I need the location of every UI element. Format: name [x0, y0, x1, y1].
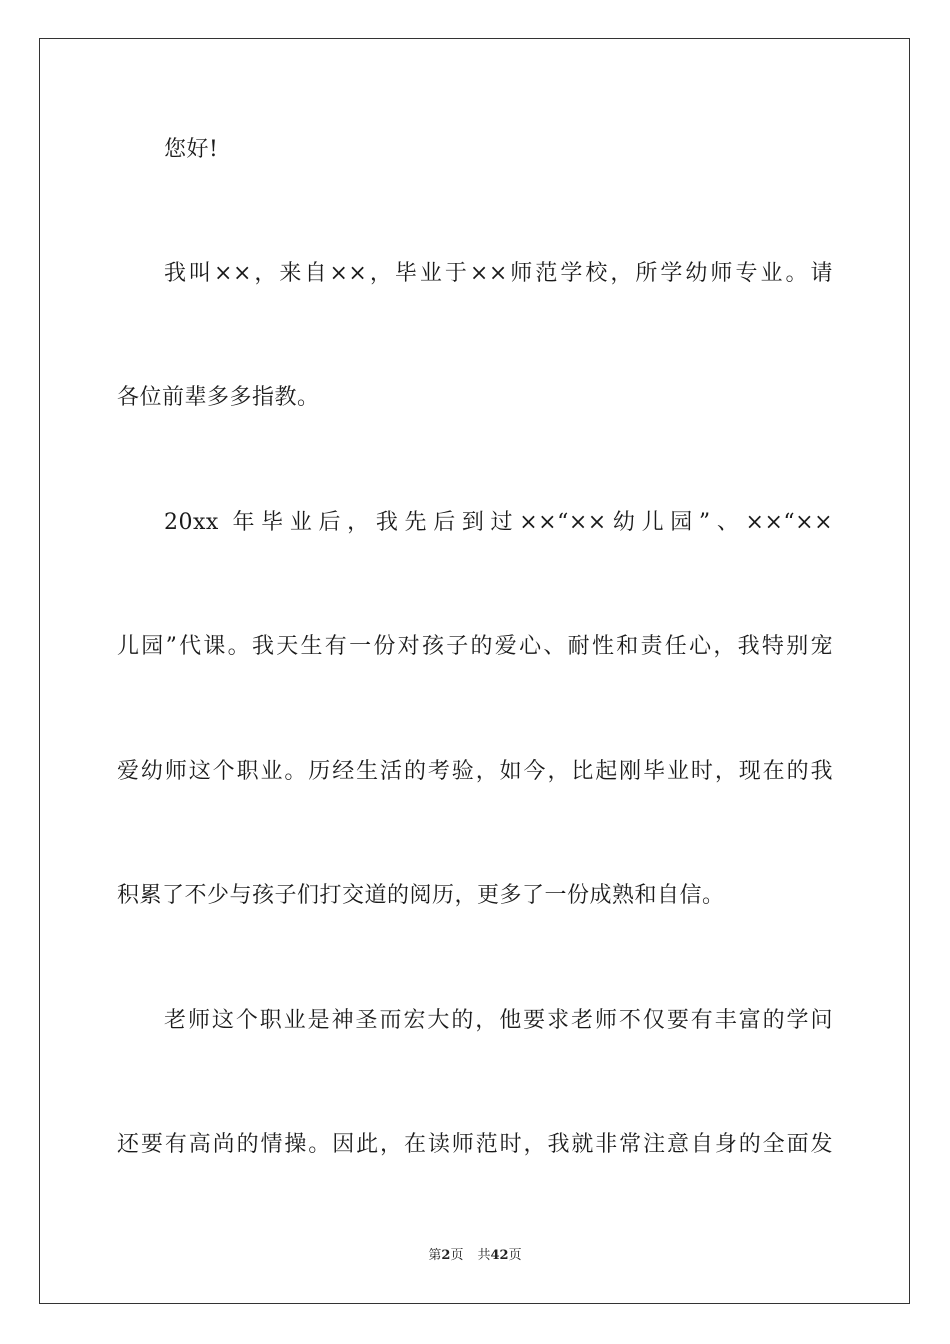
page-number: 2 [441, 1248, 451, 1263]
paragraph-line: 各位前辈多多指教。 [117, 385, 320, 410]
paragraph-line: 爱幼师这个职业。历经生活的考验，如今，比起刚毕业时，现在的我 [117, 759, 833, 784]
paragraph-line: 积累了不少与孩子们打交道的阅历，更多了一份成熟和自信。 [117, 883, 725, 908]
total-pages: 42 [490, 1248, 509, 1263]
greeting-line: 您好! [164, 137, 219, 162]
paragraph-line: 儿园”代课。我天生有一份对孩子的爱心、耐性和责任心，我特别宠 [117, 634, 833, 659]
total-prefix: 共 [477, 1248, 491, 1263]
total-suffix: 页 [508, 1248, 522, 1263]
paragraph-line: 还要有高尚的情操。因此，在读师范时，我就非常注意自身的全面发 [117, 1132, 833, 1157]
page-footer [0, 1247, 950, 1265]
page-border [39, 38, 910, 1304]
page-suffix: 页 [450, 1248, 464, 1263]
paragraph-line: 20xx 年毕业后，我先后到过××“××幼儿园”、××“×× [164, 510, 833, 535]
paragraph-line: 我叫××，来自××，毕业于××师范学校，所学幼师专业。请 [164, 261, 833, 286]
page-prefix: 第 [428, 1248, 442, 1263]
paragraph-line: 老师这个职业是神圣而宏大的，他要求老师不仅要有丰富的学问 [164, 1008, 833, 1033]
